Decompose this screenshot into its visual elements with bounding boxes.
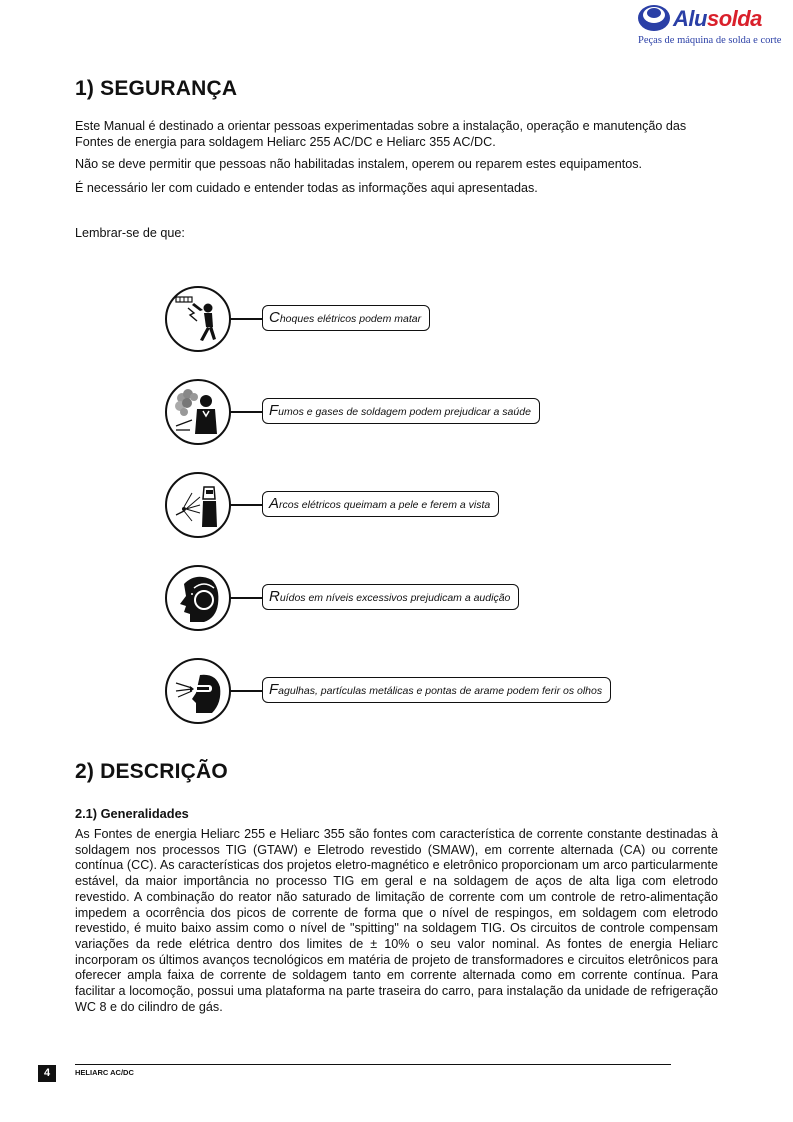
subsection-title-generalidades: 2.1) Generalidades — [75, 806, 189, 821]
page-number: 4 — [38, 1065, 56, 1082]
warning-box-noise: Ruídos em níveis excessivos prejudicam a audição — [262, 584, 519, 610]
generalidades-body: As Fontes de energia Heliarc 255 e Heliarc 355 são fontes com característica de corrente constante destinadas à soldagem nos processos TIG (GTAW) e Eletrodo revestido (SMAW), em corrente alternada (CA) ou corrente contínua (CC). As características dos projetos eletro-magnético e eletrônico proporcionam um arco particularmente estável, da maior importância no processo TIG em geral e na soldagem de aços de alta liga com eletrodo revestido. A combinação do reator não saturado de limitação de corrente com um controle de retro-alimentação impedem a ocorrência dos picos de corrente de forma que o nível de respingos, em soldagem com eletrodo revestido, é muito baixo assim como o nível de "spitting" na soldagem TIG. Os circuitos de controle compensam variações da rede elétrica dentro dos limites de ± 10% o seu valor nominal. As fontes de energia Heliarc incorporam os últimos avanços tecnológicos em matéria de projeto de transformadores e circuitos eletrônicos para oferecer ampla faixa de corrente de soldagem tanto em corrente alternada como em corrente contínua. Para facilitar a locomoção, possui uma plataforma na parte traseira do carro, para instalação da unidade de refrigeração WC 8 e do cilindro de gás. — [75, 827, 718, 1014]
noise-hearing-icon — [165, 565, 231, 631]
warning-box-particles: Fagulhas, partículas metálicas e pontas de arame podem ferir os olhos — [262, 677, 611, 703]
restriction-paragraph: Não se deve permitir que pessoas não habilitadas instalem, operem ou reparem estes equipamentos. — [75, 157, 643, 171]
warning-connector-line — [229, 690, 263, 692]
warning-connector-line — [229, 504, 263, 506]
company-logo — [630, 2, 782, 50]
logo-tagline: Peças de máquina de solda e corte — [638, 35, 782, 46]
warning-connector-line — [229, 318, 263, 320]
warning-connector-line — [229, 597, 263, 599]
fumes-gases-icon — [165, 379, 231, 445]
arc-rays-icon — [165, 472, 231, 538]
logo-wordmark: Alusolda — [673, 6, 762, 31]
electric-shock-icon — [165, 286, 231, 352]
warning-connector-line — [229, 411, 263, 413]
warning-box-fumes: Fumos e gases de soldagem podem prejudicar a saúde — [262, 398, 540, 424]
reminder-label: Lembrar-se de que: — [75, 226, 185, 240]
section-title-seguranca: 1) SEGURANÇA — [75, 77, 238, 100]
warning-box-arc-rays: Arcos elétricos queimam a pele e ferem a vista — [262, 491, 499, 517]
footer-divider — [75, 1064, 671, 1065]
warning-box-electric-shock: Choques elétricos podem matar — [262, 305, 430, 331]
flying-particles-icon — [165, 658, 231, 724]
intro-paragraph: Este Manual é destinado a orientar pessoas experimentadas sobre a instalação, operação e manutenção das Fontes de energia para soldagem Heliarc 255 AC/DC e Heliarc 355 AC/DC. — [75, 119, 687, 149]
section-title-descricao: 2) DESCRIÇÃO — [75, 760, 228, 783]
read-carefully-paragraph: É necessário ler com cuidado e entender todas as informações aqui apresentadas. — [75, 181, 538, 195]
footer-label: HELIARC AC/DC — [75, 1068, 134, 1077]
logo-swirl-icon — [636, 2, 672, 34]
